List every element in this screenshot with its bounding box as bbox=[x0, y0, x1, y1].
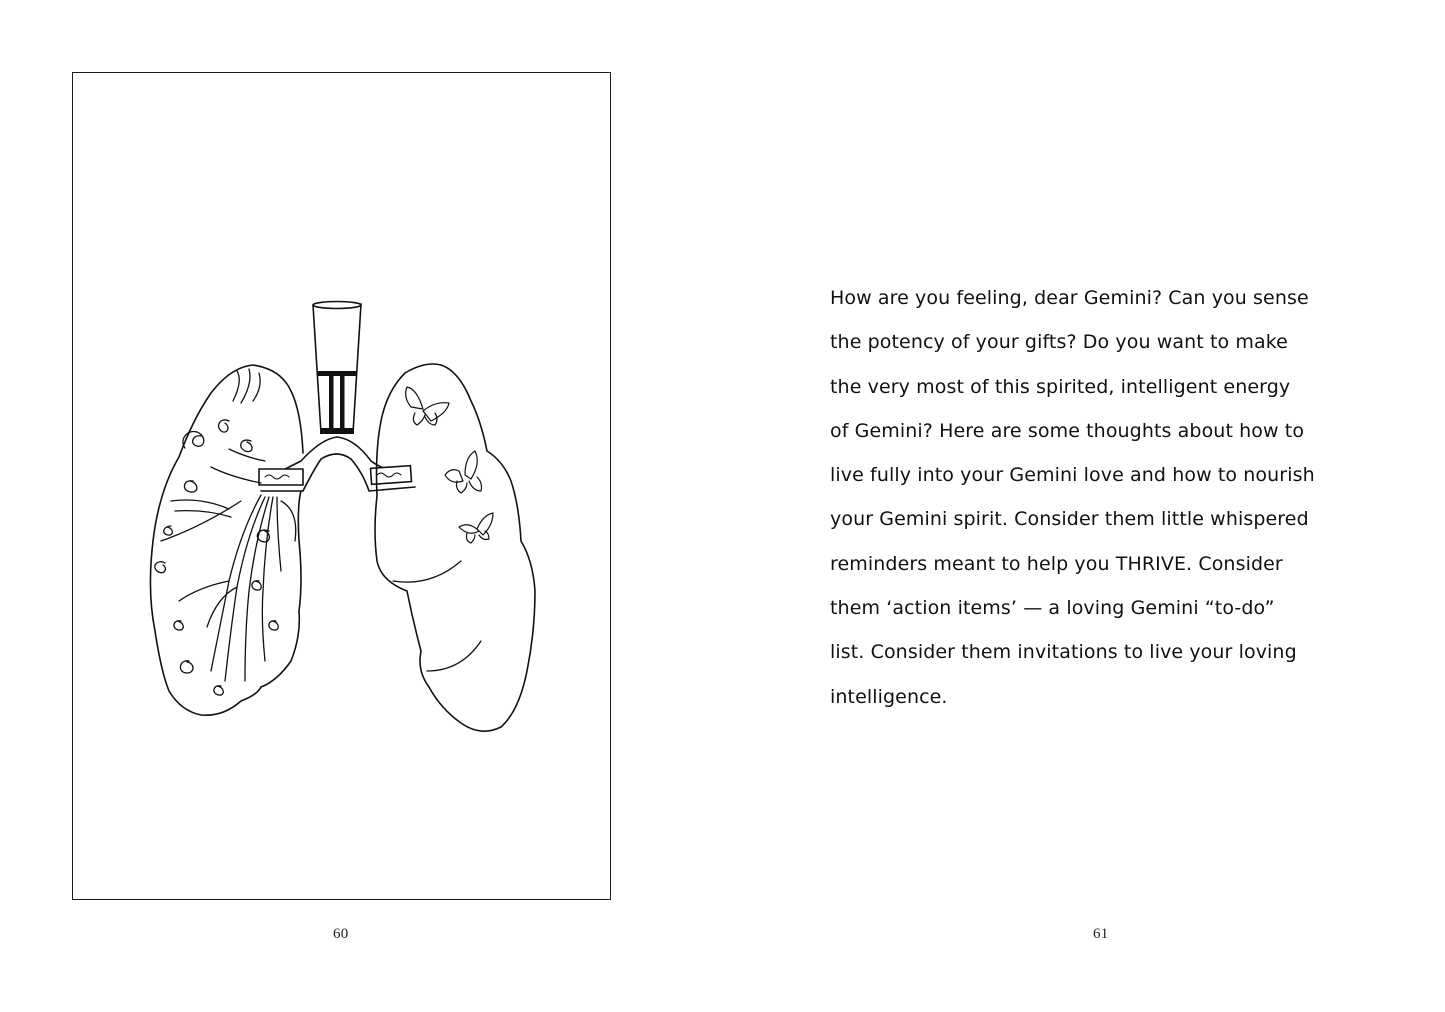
page-number-right: 61 bbox=[1093, 926, 1109, 942]
trachea-icon bbox=[313, 302, 361, 435]
lungs-illustration bbox=[141, 291, 541, 761]
left-page bbox=[0, 0, 722, 1012]
swirl-ornaments-icon bbox=[155, 369, 296, 695]
paragraph-line: them ‘action items’ — a loving Gemini “to-do” bbox=[830, 597, 1275, 620]
right-lung-outline-icon bbox=[375, 364, 535, 731]
butterfly-icon-3 bbox=[459, 513, 493, 543]
paragraph-line: the potency of your gifts? Do you want to make bbox=[830, 331, 1288, 354]
butterfly-icon-1 bbox=[406, 387, 449, 425]
paragraph-line: the very most of this spirited, intelligent energy bbox=[830, 375, 1291, 398]
paragraph-line: list. Consider them invitations to live your loving bbox=[830, 641, 1297, 664]
paragraph-line: How are you feeling, dear Gemini? Can you sense bbox=[830, 287, 1309, 309]
paragraph-line: intelligence. bbox=[830, 685, 948, 708]
right-page bbox=[722, 0, 1445, 1012]
paragraph-line: reminders meant to help you THRIVE. Consider bbox=[830, 552, 1283, 575]
paragraph-line: your Gemini spirit. Consider them little whispered bbox=[830, 508, 1309, 531]
illustration-frame bbox=[72, 72, 611, 900]
body-paragraph bbox=[830, 276, 1370, 719]
paragraph-line: live fully into your Gemini love and how to nourish bbox=[830, 464, 1315, 487]
paragraph-line: of Gemini? Here are some thoughts about how to bbox=[830, 419, 1305, 442]
page-number-left: 60 bbox=[333, 926, 349, 942]
butterfly-icon-2 bbox=[445, 451, 482, 493]
bronchi-icon bbox=[259, 437, 415, 491]
